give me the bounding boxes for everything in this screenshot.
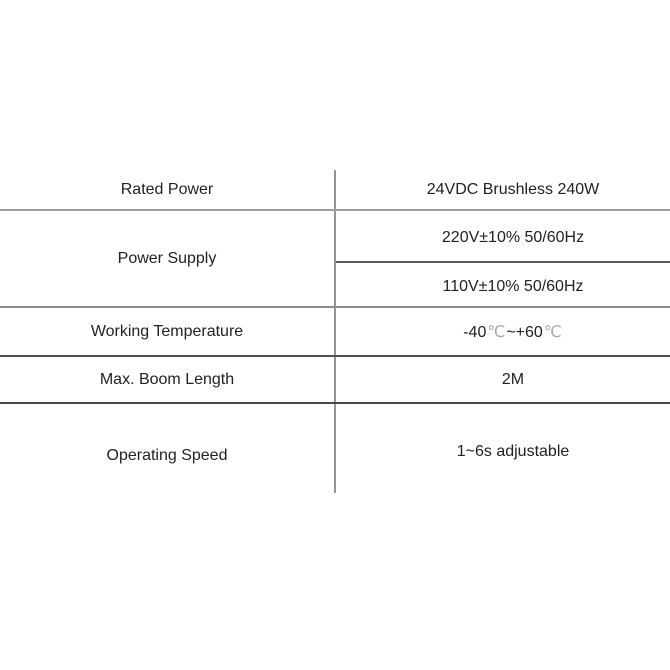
spec-value-operating-speed bbox=[334, 404, 670, 493]
table-row-operating-speed bbox=[0, 404, 670, 493]
spec-label-working-temperature: Working Temperature bbox=[90, 322, 244, 340]
table-row-rated-power bbox=[0, 170, 670, 211]
temp-range-separator-max: ~+60 bbox=[506, 323, 543, 341]
spec-value-power-supply-110v bbox=[336, 263, 670, 306]
temp-min: -40 bbox=[463, 323, 487, 341]
temperature-range-text bbox=[463, 322, 563, 342]
spec-label-power-supply: Power Supply bbox=[117, 249, 217, 267]
spec-label-operating-speed bbox=[0, 404, 334, 493]
spec-value-text: 1~6s adjustable bbox=[456, 442, 570, 460]
table-row-max-boom-length bbox=[0, 357, 670, 404]
spec-value-text: 220V±10% 50/60Hz bbox=[441, 229, 585, 246]
celsius-glyph: ℃ bbox=[543, 321, 562, 341]
spec-label-rated-power: Rated Power bbox=[120, 180, 214, 198]
spec-value-power-supply-group bbox=[334, 211, 670, 306]
table-row-power-supply bbox=[0, 211, 670, 308]
spec-value-text: 110V±10% 50/60Hz bbox=[442, 277, 584, 295]
specs-table bbox=[0, 170, 670, 493]
spec-value-rated-power: 24VDC Brushless 240W bbox=[334, 170, 670, 209]
spec-label-max-boom-length: Max. Boom Length bbox=[99, 370, 235, 388]
spec-value-working-temperature bbox=[334, 308, 670, 355]
spec-label-text: Operating Speed bbox=[106, 446, 228, 464]
spec-value-power-supply-220v bbox=[336, 211, 670, 263]
spec-value-max-boom-length: 2M bbox=[334, 357, 670, 402]
table-row-working-temperature bbox=[0, 308, 670, 357]
celsius-glyph: ℃ bbox=[487, 321, 506, 341]
